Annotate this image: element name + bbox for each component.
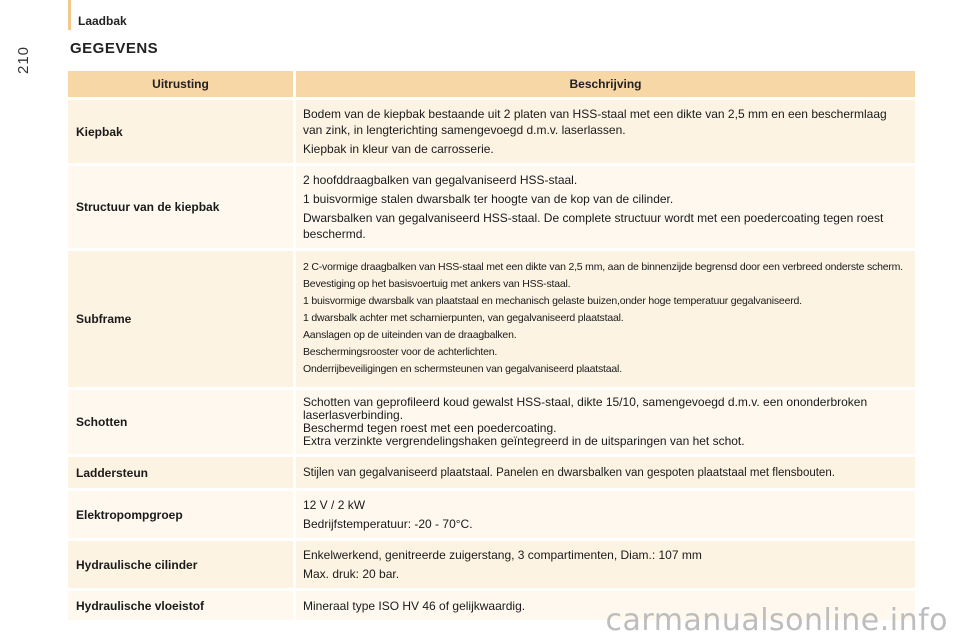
- description-line: Bedrijfstemperatuur: -20 - 70°C.: [303, 517, 473, 531]
- description-line: 1 buisvormige stalen dwarsbalk ter hoogte van de kop van de cilinder.: [303, 192, 674, 206]
- description-line: Aanslagen op de uiteinden van de draagbalken.: [303, 328, 517, 341]
- description-line: Beschermingsrooster voor de achterlichten.: [303, 345, 498, 358]
- description-line: Mineraal type ISO HV 46 of gelijkwaardig.: [303, 598, 526, 613]
- spec-table: [68, 68, 915, 623]
- description-line: Max. druk: 20 bar.: [303, 567, 400, 581]
- row-item: Schotten: [68, 390, 296, 454]
- description-line: 1 dwarsbalk achter met scharnierpunten, van gegalvaniseerd plaatstaal.: [303, 311, 624, 324]
- row-item: Hydraulische vloeistof: [68, 591, 296, 620]
- description-line: Enkelwerkend, genitreerde zuigerstang, 3 compartimenten, Diam.: 107 mm: [303, 548, 702, 562]
- header-beschrijving: Beschrijving: [296, 71, 915, 97]
- section-label: Laadbak: [78, 14, 127, 28]
- description-line: 1 buisvormige dwarsbalk van plaatstaal en mechanisch gelaste buizen,onder hoge temperatuur gegalvaniseerd.: [303, 294, 802, 307]
- table-row: [68, 390, 915, 454]
- watermark: carmanualsonline.info: [605, 603, 948, 638]
- row-item: Structuur van de kiepbak: [68, 166, 296, 248]
- description-line: Schotten van geprofileerd koud gewalst HSS-staal, dikte 15/10, samengevoegd d.m.v. een ononderbroken laserlasverbinding.: [303, 395, 868, 422]
- row-item: Kiepbak: [68, 100, 296, 163]
- table-row: [68, 541, 915, 588]
- description-line: Extra verzinkte vergrendelingshaken geïntegreerd in de uitsparingen van het schot.: [303, 434, 745, 448]
- row-description: [296, 166, 915, 248]
- table-row: [68, 166, 915, 248]
- row-description: [296, 541, 915, 588]
- row-description: [296, 390, 915, 454]
- page-number: 210: [15, 45, 32, 75]
- table-header-row: [68, 71, 915, 97]
- row-item: Subframe: [68, 251, 296, 387]
- description-line: 2 hoofddraagbalken van gegalvaniseerd HSS-staal.: [303, 173, 578, 187]
- table-row: [68, 491, 915, 538]
- table-row: [68, 100, 915, 163]
- description-line: Kiepbak in kleur van de carrosserie.: [303, 142, 494, 156]
- description-line: 2 C-vormige draagbalken van HSS-staal met een dikte van 2,5 mm, aan de binnenzijde begrensd door een verbreed onderste scherm.: [303, 260, 903, 273]
- description-line: Bevestiging op het basisvoertuig met ankers van HSS-staal.: [303, 277, 571, 290]
- row-description: [296, 491, 915, 538]
- description-line: Onderrijbeveiligingen en schermsteunen van gegalvaniseerd plaatstaal.: [303, 362, 622, 375]
- row-description: [296, 251, 915, 387]
- table-row: [68, 251, 915, 387]
- page-title: GEGEVENS: [70, 40, 159, 57]
- header-uitrusting: Uitrusting: [68, 71, 296, 97]
- row-description: [296, 100, 915, 163]
- description-line: Bodem van de kiepbak bestaande uit 2 platen van HSS-staal met een dikte van 2,5 mm en een beschermlaag van zink, in lengterichting samengevoegd d.m.v. laserlassen.: [303, 107, 887, 137]
- description-line: Stijlen van gegalvaniseerd plaatstaal. Panelen en dwarsbalken van gespoten plaatstaal met flensbouten.: [303, 466, 835, 479]
- row-item: Laddersteun: [68, 457, 296, 488]
- description-line: 12 V / 2 kW: [303, 498, 366, 512]
- row-item: Hydraulische cilinder: [68, 541, 296, 588]
- row-description: [296, 457, 915, 488]
- row-item: Elektropompgroep: [68, 491, 296, 538]
- description-line: Dwarsbalken van gegalvaniseerd HSS-staal. De complete structuur wordt met een poedercoating tegen roest beschermd.: [303, 211, 884, 241]
- section-accent-bar: [68, 0, 71, 30]
- description-line: Beschermd tegen roest met een poedercoating.: [303, 421, 557, 435]
- table-row: [68, 457, 915, 488]
